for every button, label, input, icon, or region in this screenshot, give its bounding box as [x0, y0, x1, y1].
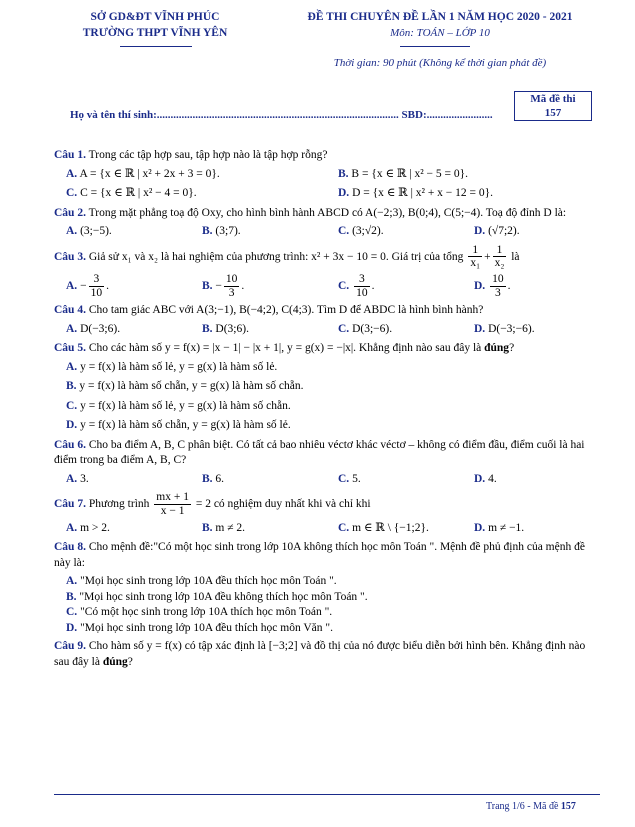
question-text: Cho hàm số y = f(x) có tập xác định là [−3;2] và đồ thị của nó được biểu diễn bởi hình bên. Khẳng định nào sau đây là: [54, 640, 586, 668]
exam-code-box: [514, 91, 592, 121]
school-header: [50, 10, 260, 41]
question-text: Cho tam giác ABC với A(3;−1), B(−4;2), C(4;3). Tìm D để ABDC là hình bình hành?: [88, 304, 484, 317]
option-c: C. "Có một học sinh trong lớp 10A thích học môn Toán ".: [66, 606, 333, 619]
option-d: D. D = {x ∈ ℝ | x² + x − 12 = 0}.: [338, 187, 494, 200]
option-c: C. $\frac{3}{10}$ .: [338, 272, 375, 299]
fraction: $\frac{1}{\text{x₂}}$: [494, 243, 505, 270]
option-d: D. $\frac{10}{3}$ .: [474, 272, 511, 299]
page-footer: [486, 800, 576, 814]
option-d: D. D(−3;−6).: [474, 322, 535, 335]
question-number: Câu 7.: [54, 498, 86, 511]
option-a: A. 3.: [66, 472, 89, 485]
question-list: [54, 148, 598, 673]
question-2-options: [54, 224, 598, 240]
question-4: [54, 303, 598, 319]
question-2: [54, 206, 598, 222]
question-1-options-2: [54, 186, 598, 202]
question-6-options: [54, 472, 598, 488]
option-b: B. "Mọi học sinh trong lớp 10A đều không thích học môn Toán ".: [66, 590, 368, 603]
student-name-field: ........................................................................................: [156, 109, 399, 121]
option-b: B. − $\frac{10}{3}$ .: [202, 272, 245, 299]
question-8: [54, 540, 598, 571]
question-6: [54, 438, 598, 469]
header-divider-left: [120, 46, 192, 47]
question-9: Câu 9. Cho hàm số y = f(x) có tập xác định là [−3;2] và đồ thị của nó được biểu diễn bởi hình bên. Khẳng định nào sau đây là đúng?: [54, 640, 586, 668]
question-text: Cho ba điểm A, B, C phân biệt. Có tất cả bao nhiêu véctơ khác véctơ – không có điểm đầu, điểm cuối là hai điểm trong ba điểm A, B, C?: [54, 438, 585, 467]
option-c: C. C = {x ∈ ℝ | x² − 4 = 0}.: [66, 187, 197, 200]
option-c: C. m ∈ ℝ \ {−1;2}.: [338, 521, 429, 534]
exam-duration: Thời gian: 90 phút (Không kể thời gian phát đề): [333, 57, 547, 70]
option-c: C. y = f(x) là hàm số lẻ, y = g(x) là hàm số chẵn.: [66, 399, 291, 412]
question-7: Câu 7. Phương trình $\frac{mx + 1}{x - 1}$ = 2 có nghiệm duy nhất khi và chỉ khi: [54, 491, 371, 517]
question-number: Câu 5.: [54, 342, 86, 355]
question-text: Cho mệnh đề:"Có một học sinh trong lớp 10A không thích học môn Toán ". Mệnh đề phủ định của mệnh đề này là:: [54, 541, 585, 569]
option-b: B. (3;7).: [202, 225, 241, 238]
option-c: C. (3;√2).: [338, 225, 384, 238]
exam-title: ĐỀ THI CHUYÊN ĐỀ LẦN 1 NĂM HỌC 2020 - 2021: [307, 11, 573, 23]
sbd-label: SBD:: [401, 109, 427, 121]
option-c: C. 5.: [338, 472, 361, 485]
page-number: Trang 1/6 - Mã đề: [486, 801, 559, 812]
option-b: B. B = {x ∈ ℝ | x² − 5 = 0}.: [338, 167, 469, 180]
option-b: B. D(3;6).: [202, 322, 249, 335]
option-a: A. − $\frac{3}{10}$ .: [66, 272, 109, 299]
question-text: Giả sử x₁ và x₂ là hai nghiệm của phương trình: x² + 3x − 10 = 0. Giá trị của tổng: [88, 250, 464, 263]
student-name-label: Họ và tên thí sinh:: [70, 109, 157, 121]
department-name: SỞ GD&ĐT VĨNH PHÚC: [90, 11, 220, 23]
question-4-options: [54, 322, 598, 338]
fraction: $\frac{mx + 1}{x - 1}$: [156, 491, 189, 517]
school-name: TRƯỜNG THPT VĨNH YÊN: [82, 26, 228, 39]
option-a: A. y = f(x) là hàm số lẻ, y = g(x) là hàm số lẻ.: [66, 360, 278, 373]
question-text: Trong các tập hợp sau, tập hợp nào là tập hợp rỗng?: [88, 149, 328, 161]
question-3: Câu 3. Giả sử x₁ và x₂ là hai nghiệm của phương trình: x² + 3x − 10 = 0. Giá trị của tổng $\frac{1}{\text{x₁}}$ + $\frac{1}{\text{x₂}}$ là: [54, 243, 520, 270]
option-d: D. y = f(x) là hàm số chẵn, y = g(x) là hàm số lẻ.: [66, 419, 291, 432]
question-5: Câu 5. Cho các hàm số y = f(x) = |x − 1| − |x + 1|, y = g(x) = −|x|. Khẳng định nào sau đây là đúng?: [54, 342, 515, 355]
question-7-options: [54, 521, 598, 537]
sbd-field: ........................: [426, 109, 493, 121]
exam-code-label: Mã đề thi: [530, 93, 576, 105]
question-1: [54, 148, 598, 164]
question-number: Câu 4.: [54, 304, 86, 317]
footer-exam-code: 157: [560, 801, 576, 812]
fraction: $\frac{1}{\text{x₁}}$: [470, 243, 481, 270]
question-number: Câu 1.: [54, 149, 86, 161]
question-1-options: [54, 167, 598, 183]
option-a: A. D(−3;6).: [66, 322, 121, 335]
option-d: D. (√7;2).: [474, 225, 520, 238]
exam-subject: Môn: TOÁN – LỚP 10: [390, 26, 490, 39]
question-text: Trong mặt phẳng toạ độ Oxy, cho hình bình hành ABCD có A(−2;3), B(0;4), C(5;−4). Toạ độ đỉnh D là:: [88, 206, 567, 219]
option-a: A. m > 2.: [66, 521, 110, 534]
option-c: C. D(3;−6).: [338, 322, 393, 335]
question-number: Câu 2.: [54, 206, 86, 219]
question-number: Câu 6.: [54, 438, 86, 451]
option-d: D. "Mọi học sinh trong lớp 10A đều thích học môn Văn ".: [66, 621, 333, 634]
question-number: Câu 9.: [54, 640, 86, 653]
question-text: Cho các hàm số y = f(x) = |x − 1| − |x + 1|, y = g(x) = −|x|. Khẳng định nào sau đây là: [88, 342, 482, 355]
student-info-line: [70, 108, 493, 123]
option-d: D. 4.: [474, 472, 497, 485]
header-divider-right: [400, 46, 470, 47]
option-d: D. m ≠ −1.: [474, 521, 525, 534]
exam-code-value: 157: [544, 107, 562, 119]
question-number: Câu 3.: [54, 250, 86, 263]
option-b: B. y = f(x) là hàm số chẵn, y = g(x) là hàm số chẵn.: [66, 380, 304, 393]
question-3-options: [54, 273, 598, 299]
option-a: A. (3;−5).: [66, 225, 112, 238]
question-text: Phương trình: [88, 498, 150, 511]
exam-header: [280, 10, 600, 71]
option-a: A. A = {x ∈ ℝ | x² + 2x + 3 = 0}.: [66, 167, 220, 180]
option-b: B. m ≠ 2.: [202, 521, 246, 534]
question-number: Câu 8.: [54, 541, 86, 554]
option-a: A. "Mọi học sinh trong lớp 10A đều thích học môn Toán ".: [66, 575, 337, 588]
footer-divider: [54, 794, 600, 795]
option-b: B. 6.: [202, 472, 225, 485]
